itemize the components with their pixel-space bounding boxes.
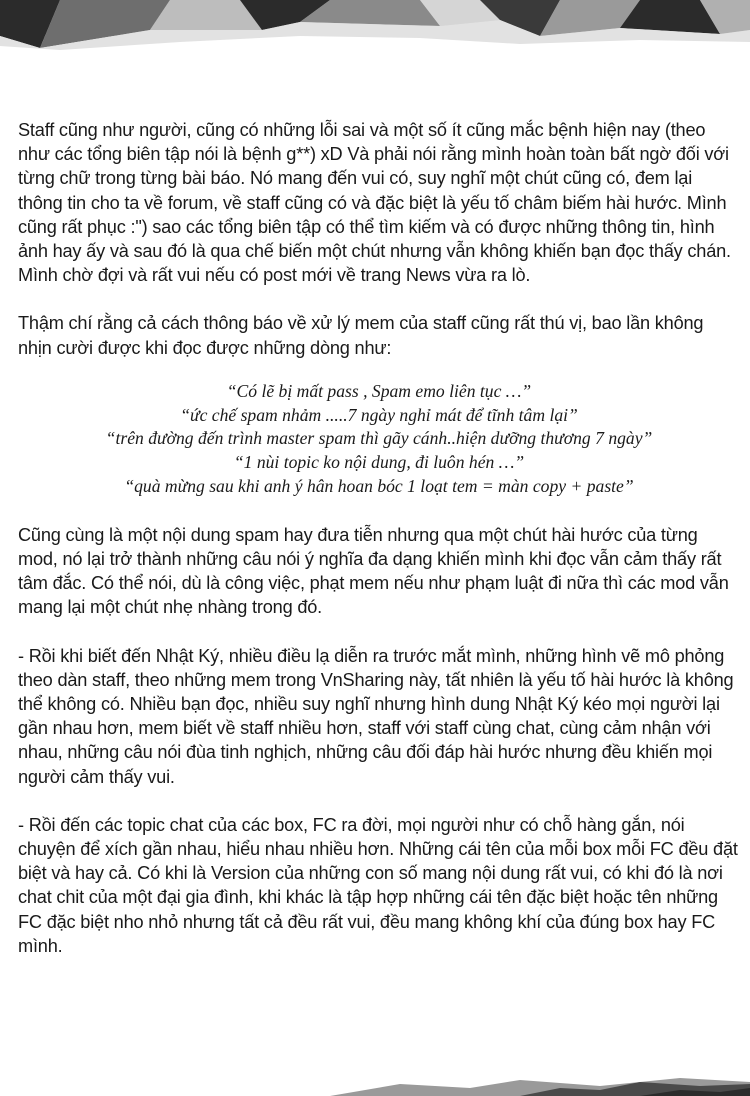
- quote-block: [18, 380, 740, 499]
- quote-line: “Có lẽ bị mất pass , Spam emo liên tục …”: [226, 380, 532, 401]
- paragraph-staff-intro: Staff cũng như người, cũng có những lỗi sai và một số ít cũng mắc bệnh hiện nay (theo như các tổng biên tập nói là bệnh g**) xD Và phải nói rằng mình hoàn toàn bất ngờ đối với từng chữ trong từng bài báo. Nó mang đến vui có, suy nghĩ một chút cũng có, đem lại thông tin cho ta về forum, về staff cũng có và đặc biệt là yếu tố châm biếm hài hước. Mình cũng rất phục :") sao các tổng biên tập có thể tìm kiếm và có được những thông tin, hình ảnh hay ấy và sau đó là qua chế biến một chút nhưng vẫn không khiến bạn đọc thấy chán. Mình chờ đợi và rất vui nếu có post mới về trang News vừa ra lò.: [18, 120, 731, 286]
- top-decoration: [0, 0, 750, 60]
- paragraph-spam-humor: Cũng cùng là một nội dung spam hay đưa tiễn nhưng qua một chút hài hước của từng mod, nó lại trở thành những câu nói ý nghĩa đa dạng khiến mình khi đọc vẫn cảm thấy rất tâm đắc. Có thể nói, dù là công việc, phạt mem nếu như phạm luật đi nữa thì các mod vẫn mang lại một chút nhẹ nhàng trong đó.: [18, 524, 729, 618]
- quote-line: “1 nùi topic ko nội dung, đi luôn hén …”: [233, 452, 525, 473]
- quote-line: “trên đường đến trình master spam thì gãy cánh..hiện dưỡng thương 7 ngày”: [105, 428, 653, 449]
- article-body: [18, 118, 740, 958]
- bottom-decoration: [0, 1070, 750, 1096]
- quote-line: “ức chế spam nhảm .....7 ngày nghỉ mát để tĩnh tâm lại”: [180, 404, 578, 425]
- paragraph-nhat-ky: - Rồi khi biết đến Nhật Ký, nhiều điều lạ diễn ra trước mắt mình, những hình vẽ mô phỏng theo dàn staff, theo những mem trong VnSharing này, tất nhiên là yếu tố hài hước là không thể không có. Nhiều bạn đọc, nhiều suy nghĩ nhưng hình dung Nhật Ký kéo mọi người lại gần nhau hơn, mem biết về staff nhiều hơn, staff với staff cùng chat, cùng cảm nhận với nhau, những câu nói đùa tinh nghịch, những câu đối đáp hài hước nhưng đều khiến mọi người cảm thấy vui.: [18, 645, 734, 787]
- paragraph-topic-chat: - Rồi đến các topic chat của các box, FC ra đời, mọi người như có chỗ hàng gắn, nói chuyện để xích gần nhau, hiểu nhau nhiều hơn. Những cái tên của mỗi box mỗi FC đều đặt biệt và hay cả. Có khi là Version của những con số mang nội dung rất vui, có khi đó là nơi chat chit của một đại gia đình, khi khác là tập hợp những cái tên đặc biệt hoặc tên những FC đặc biệt nho nhỏ nhưng tất cả đều rất vui, đều mang không khí của đúng box hay FC mình.: [18, 814, 738, 956]
- paragraph-mem-notice: Thậm chí rằng cả cách thông báo về xử lý mem của staff cũng rất thú vị, bao lần không nhịn cười được khi đọc được những dòng như:: [18, 313, 704, 358]
- quote-line: “quà mừng sau khi anh ý hân hoan bóc 1 loạt tem = màn copy + paste”: [124, 476, 634, 497]
